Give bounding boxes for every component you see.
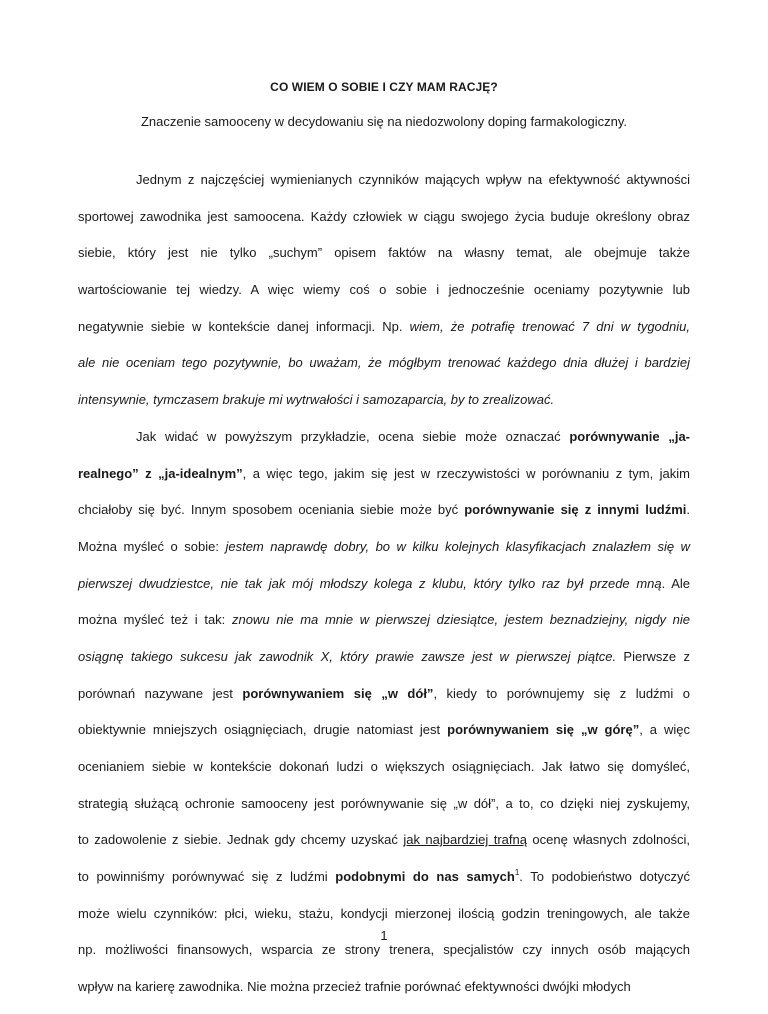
paragraph-line xyxy=(78,867,690,904)
text-run: porównywaniem się „w górę” xyxy=(447,722,640,738)
text-run: . Ale xyxy=(661,575,691,591)
paragraph-line xyxy=(78,464,690,501)
text-run: np. możliwości finansowych, wsparcia ze strony trenera, specjalistów czy innych osób mających xyxy=(78,942,690,958)
text-run: porównań nazywane jest xyxy=(78,685,243,701)
paragraph-line xyxy=(78,207,690,244)
text-run: jak najbardziej trafną xyxy=(403,832,527,848)
paragraph-line xyxy=(78,794,690,831)
text-run: . xyxy=(686,502,690,518)
text-run: można myśleć też i tak: xyxy=(78,612,232,628)
document-subtitle: Znaczenie samooceny w decydowaniu się na niedozwolony doping farmakologiczny. xyxy=(140,114,628,129)
text-run: intensywnie, tymczasem brakuje mi wytrwałości i samozaparcia, by to zrealizować. xyxy=(78,392,555,408)
text-run: Pierwsze z xyxy=(616,648,690,664)
paragraph-line xyxy=(78,243,690,280)
text-run: negatywnie siebie w kontekście danej informacji. Np. xyxy=(78,318,410,334)
text-run: może wielu czynników: płci, wieku, stażu, kondycji mierzonej ilością godzin treningowych, ale także xyxy=(78,905,690,921)
paragraph-line xyxy=(78,977,690,1014)
paragraph-line xyxy=(78,574,690,611)
footnote-marker: 1 xyxy=(514,868,520,878)
text-run: Jednym z najczęściej wymienianych czynników mających wpływ na efektywność aktywności xyxy=(136,172,690,187)
document-title: CO WIEM O SOBIE I CZY MAM RACJĘ? xyxy=(270,80,498,94)
text-run: ale nie oceniam tego pozytywnie, bo uważam, że mógłbym trenować każdego dnia dłużej i bardziej xyxy=(78,355,690,371)
paragraph-line xyxy=(78,317,690,354)
text-run: , a więc tego, jakim się jest w rzeczywistości w porównaniu z tym, jakim xyxy=(242,465,690,481)
text-run: porównywanie się z innymi ludźmi xyxy=(464,502,687,518)
text-run: jestem naprawdę dobry, bo w kilku kolejnych klasyfikacjach znalazłem się w xyxy=(225,538,690,554)
paragraph-line xyxy=(78,647,690,684)
paragraph-line xyxy=(78,720,690,757)
text-run: strategią służącą ochronie samooceny jest porównywanie się „w dół”, a to, co dzięki niej zyskujemy, xyxy=(78,795,690,811)
text-run: Można myśleć o sobie: xyxy=(78,538,226,554)
paragraph-line xyxy=(78,684,690,721)
paragraph-line xyxy=(78,427,690,464)
text-run: porównywaniem się „w dół” xyxy=(242,685,434,701)
text-run: ocenianiem siebie w kontekście dokonań ludzi o większych osiągnięciach. Jak łatwo się domyśleć, xyxy=(78,759,690,774)
paragraph-line xyxy=(78,610,690,647)
paragraph-line xyxy=(78,390,690,427)
paragraph-line xyxy=(78,170,690,207)
paragraph-line xyxy=(78,830,690,867)
document-body xyxy=(78,170,690,1014)
text-run: ocenę własnych zdolności, xyxy=(526,832,691,848)
text-run: wpływ na karierę zawodnika. Nie można przecież trafnie porównać efektywności dwójki młodych xyxy=(78,979,631,995)
text-run: wiem, że potrafię trenować 7 dni w tygodniu, xyxy=(409,318,690,334)
page-number: 1 xyxy=(380,928,388,943)
text-run: obiektywnie mniejszych osiągnięciach, drugie natomiast jest xyxy=(78,722,448,738)
text-run: to powinniśmy porównywać się z ludźmi xyxy=(78,869,336,885)
text-run: sportowej zawodnika jest samoocena. Każdy człowiek w ciągu swojego życia buduje określony obraz xyxy=(78,208,690,224)
text-run: . To podobieństwo dotyczyć xyxy=(519,869,690,885)
text-run: realnego” z „ja-idealnym” xyxy=(78,465,243,481)
text-run: pierwszej dwudziestce, nie tak jak mój młodszy kolega z klubu, który tylko raz był przede mną xyxy=(78,575,662,591)
text-run: wartościowanie tej wiedzy. A więc wiemy coś o sobie i jednocześnie oceniamy pozytywnie lub xyxy=(78,282,690,298)
paragraph-line xyxy=(78,353,690,390)
text-run: Jak widać w powyższym przykładzie, ocena siebie może oznaczać xyxy=(136,428,570,444)
text-run: osiągnę takiego sukcesu jak zawodnik X, który prawie zawsze jest w pierwszej piątce. xyxy=(78,648,617,664)
paragraph-line xyxy=(78,757,690,794)
text-run: to zadowolenie z siebie. Jednak gdy chcemy uzyskać xyxy=(78,832,404,848)
paragraph-line xyxy=(78,500,690,537)
paragraph-line xyxy=(78,940,690,977)
text-run: znowu nie ma mnie w pierwszej dziesiątce, jestem beznadziejny, nigdy nie xyxy=(231,612,690,628)
paragraph-line xyxy=(78,280,690,317)
text-run: chciałoby się być. Innym sposobem oceniania siebie może być xyxy=(78,502,465,518)
paragraph-line xyxy=(78,537,690,574)
text-run: podobnymi do nas samych xyxy=(335,869,515,885)
text-run: porównywanie „ja- xyxy=(569,428,690,444)
text-run: , kiedy to porównujemy się z ludźmi o xyxy=(433,685,691,701)
text-run: siebie, który jest nie tylko „suchym” opisem faktów na własny temat, ale obejmuje także xyxy=(78,245,690,261)
text-run: , a więc xyxy=(639,722,690,738)
